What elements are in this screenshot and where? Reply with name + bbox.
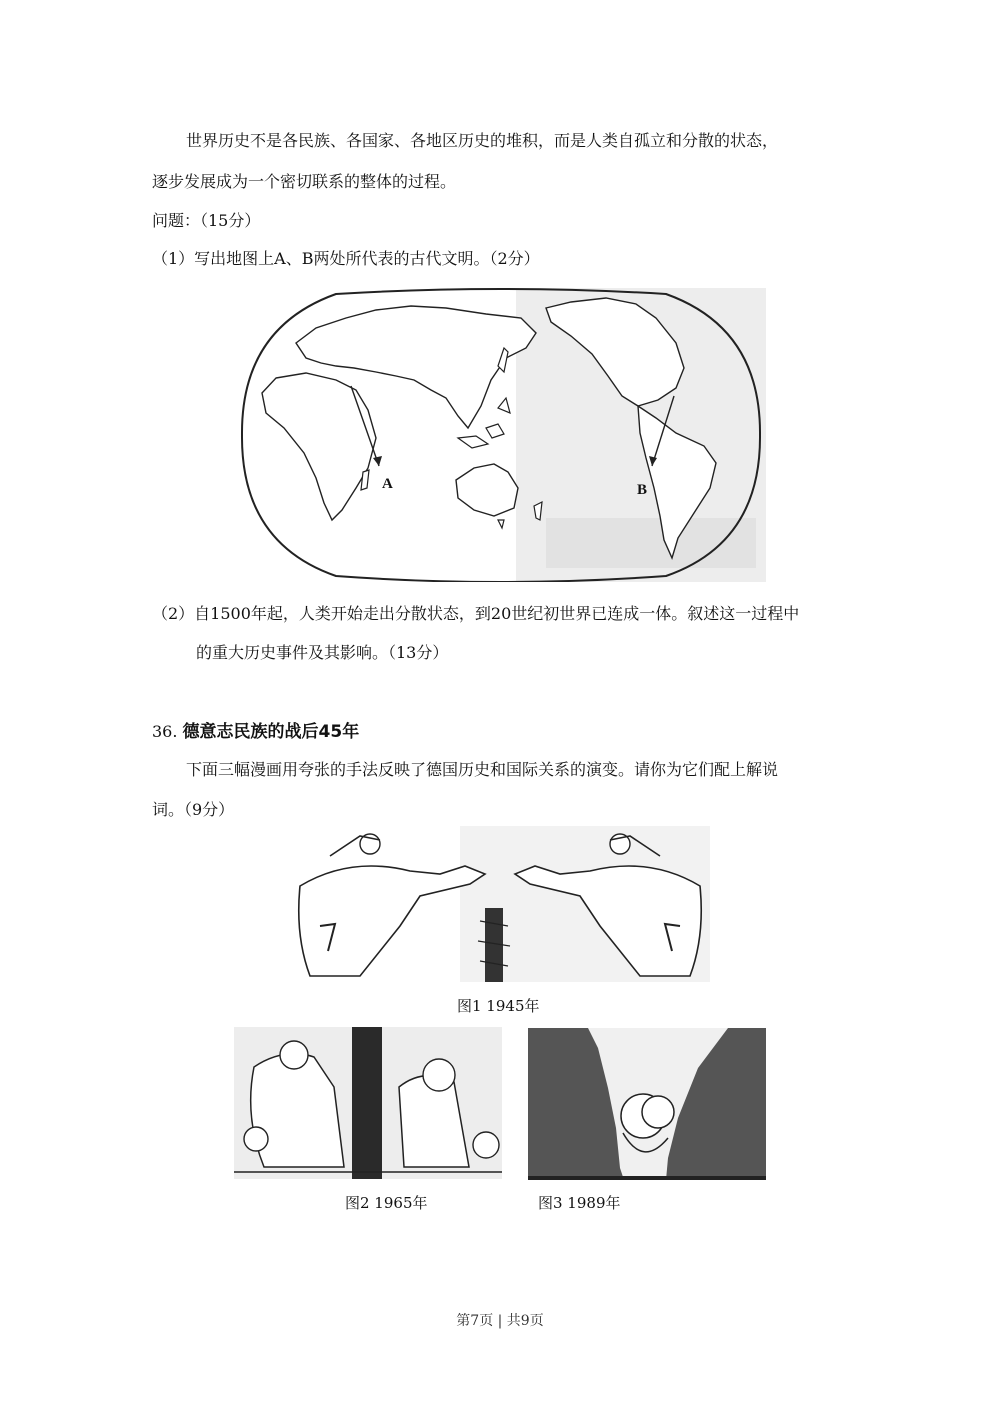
intro-line-2: 逐步发展成为一个密切联系的整体的过程。 xyxy=(152,172,457,191)
cartoon-1989 xyxy=(528,1028,766,1180)
question-36-title: 德意志民族的战后45年 xyxy=(182,722,360,742)
page-footer: 第7页 | 共9页 xyxy=(456,1313,544,1329)
figure-3-caption: 图3 1989年 xyxy=(538,1194,621,1212)
world-map-figure xyxy=(236,288,766,582)
question-36-number: 36. xyxy=(152,722,178,741)
question-header: 问题：（15分） xyxy=(152,211,261,230)
figure-1-caption: 图1 1945年 xyxy=(457,997,540,1015)
question-part-1: （1）写出地图上A、B两处所代表的古代文明。（2分） xyxy=(152,249,540,268)
question-part-2-line-2: 的重大历史事件及其影响。（13分） xyxy=(196,643,449,662)
map-label-b: B xyxy=(637,482,648,498)
figure-2-caption: 图2 1965年 xyxy=(345,1194,428,1212)
cartoon-1965 xyxy=(234,1027,502,1179)
intro-line-1: 世界历史不是各民族、各国家、各地区历史的堆积，而是人类自孤立和分散的状态， xyxy=(186,131,779,150)
question-number xyxy=(152,722,359,742)
cartoon-1945 xyxy=(290,826,710,982)
australia-outline xyxy=(456,464,518,516)
map-label-a: A xyxy=(382,476,393,492)
question-part-2-line-1: （2）自1500年起，人类开始走出分散状态，到20世纪初世界已连成一体。叙述这一过程中 xyxy=(152,604,800,623)
africa-outline xyxy=(262,373,376,520)
question-36-desc-line-2: 词。（9分） xyxy=(152,800,235,819)
question-36-desc-line-1: 下面三幅漫画用夸张的手法反映了德国历史和国际关系的演变。请你为它们配上解说 xyxy=(186,760,779,779)
